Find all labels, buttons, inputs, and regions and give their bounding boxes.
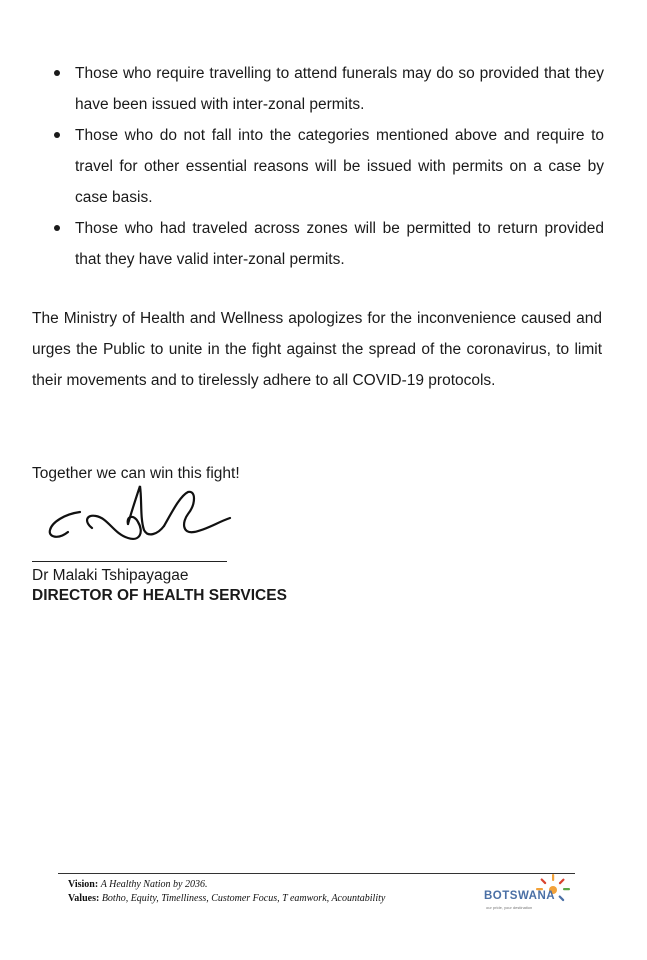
botswana-logo: [484, 872, 574, 916]
bullet-text: Those who do not fall into the categories mentioned above and require to travel for other essential reasons will be issued with permits on a case by case basis.: [75, 127, 604, 206]
bullet-dot-icon: [54, 70, 60, 76]
bullet-item: [52, 58, 604, 120]
footer-vision: [68, 878, 385, 892]
vision-label: Vision:: [68, 879, 99, 890]
bullet-text: Those who require travelling to attend funerals may do so provided that they have been issued with inter-zonal permits.: [75, 65, 604, 113]
signer-name: Dr Malaki Tshipayagae: [32, 567, 189, 584]
bullet-dot-icon: [54, 132, 60, 138]
apology-paragraph: The Ministry of Health and Wellness apologizes for the inconvenience caused and urges the Public to unite in the fight against the spread of the coronavirus, to limit their movements and to tirelessly adhere to all COVID-19 protocols.: [32, 310, 602, 389]
bullet-item: [52, 213, 604, 275]
logo-text: BOTSWANA: [484, 890, 556, 902]
bullet-item: [52, 120, 604, 213]
values-text: Botho, Equity, Timelliness, Customer Focus, T eamwork, Acountability: [101, 893, 386, 904]
bullet-list: [52, 58, 604, 275]
footer-values: [68, 892, 385, 906]
closing-line: Together we can win this fight!: [32, 465, 240, 482]
logo-tagline: our pride, your destination: [486, 905, 533, 910]
bullet-dot-icon: [54, 225, 60, 231]
signature-icon: [40, 482, 240, 552]
vision-text: A Healthy Nation by 2036.: [100, 879, 208, 890]
values-label: Values:: [68, 893, 100, 904]
bullet-text: Those who had traveled across zones will be permitted to return provided that they have valid inter-zonal permits.: [75, 220, 604, 268]
footer: [68, 878, 385, 906]
signer-title: DIRECTOR OF HEALTH SERVICES: [32, 587, 287, 604]
signature-line: [32, 561, 227, 562]
